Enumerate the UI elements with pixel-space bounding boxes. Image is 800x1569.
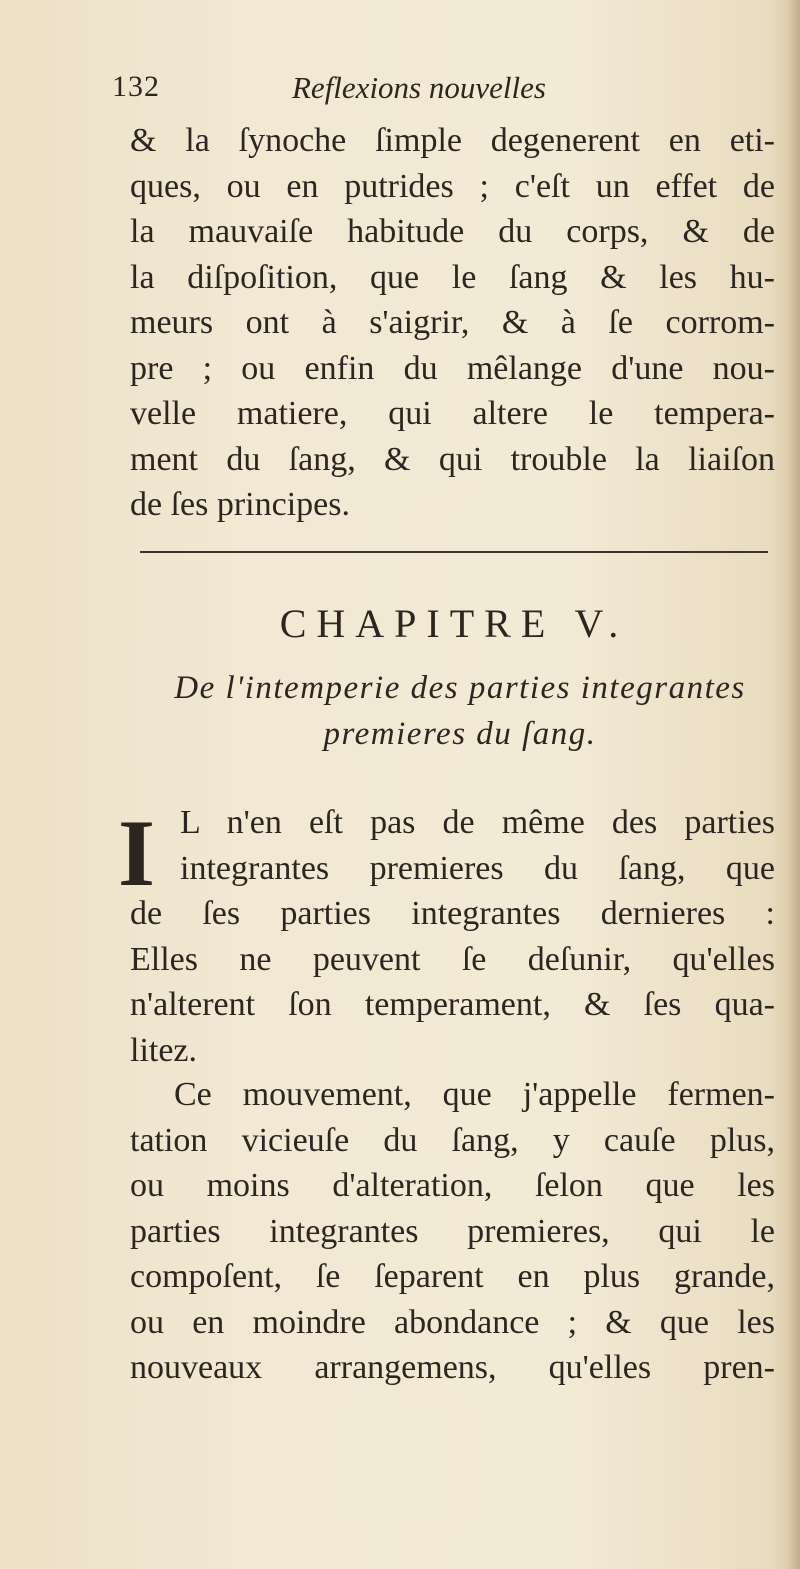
page-edge-shadow <box>788 0 800 1569</box>
chapter-subtitle-line-2: premieres du ſang. <box>323 716 597 752</box>
text-line: & la ſynoche ſimple degenerent en eti- <box>130 122 775 159</box>
chapter-heading: CHAPITRE V. <box>279 601 629 646</box>
text-line: la mauvaiſe habitude du corps, & de <box>130 213 775 250</box>
paragraph-1 <box>130 118 775 528</box>
text-line: compoſent, ſe ſeparent en plus grande, <box>130 1258 775 1295</box>
text-line: de ſes parties integrantes dernieres : <box>130 895 775 932</box>
text-line: L n'en eſt pas de même des parties <box>180 804 775 841</box>
text-line: tation vicieuſe du ſang, y cauſe plus, <box>130 1121 775 1159</box>
text-line: parties integrantes premieres, qui le <box>130 1212 775 1250</box>
text-line: de ſes principes. <box>130 486 350 523</box>
text-line: ou en moindre abondance ; & que les <box>130 1303 775 1341</box>
paragraph-3 <box>130 1072 775 1391</box>
text-line: meurs ont à s'aigrir, & à ſe corrom- <box>130 304 775 341</box>
text-line: Elles ne peuvent ſe deſunir, qu'elles <box>130 940 775 978</box>
chapter-subtitle-line-1: De l'intemperie des parties integrantes <box>174 670 746 706</box>
running-title: Reflexions nouvelles <box>292 70 546 105</box>
text-line: nouveaux arrangemens, qu'elles pren- <box>130 1349 775 1386</box>
text-line: ques, ou en putrides ; c'eſt un effet de <box>130 167 775 205</box>
text-line: Ce mouvement, que j'appelle fermen- <box>174 1076 775 1113</box>
paragraph-2 <box>130 800 775 1073</box>
text-line: litez. <box>130 1031 198 1069</box>
page-number: 132 <box>112 70 160 103</box>
text-line: integrantes premieres du ſang, que <box>180 849 775 887</box>
text-line: la diſpoſition, que le ſang & les hu- <box>130 258 775 296</box>
text-line: ou moins d'alteration, ſelon que les <box>130 1167 775 1204</box>
chapter-rule <box>140 551 768 553</box>
page-header <box>112 70 672 110</box>
drop-cap: I <box>118 800 155 906</box>
text-line: n'alterent ſon temperament, & ſes qua- <box>130 986 775 1023</box>
text-line: pre ; ou enfin du mêlange d'une nou- <box>130 349 775 387</box>
text-line: ment du ſang, & qui trouble la liaiſon <box>130 440 775 478</box>
text-line: velle matiere, qui altere le tempera- <box>130 395 775 432</box>
